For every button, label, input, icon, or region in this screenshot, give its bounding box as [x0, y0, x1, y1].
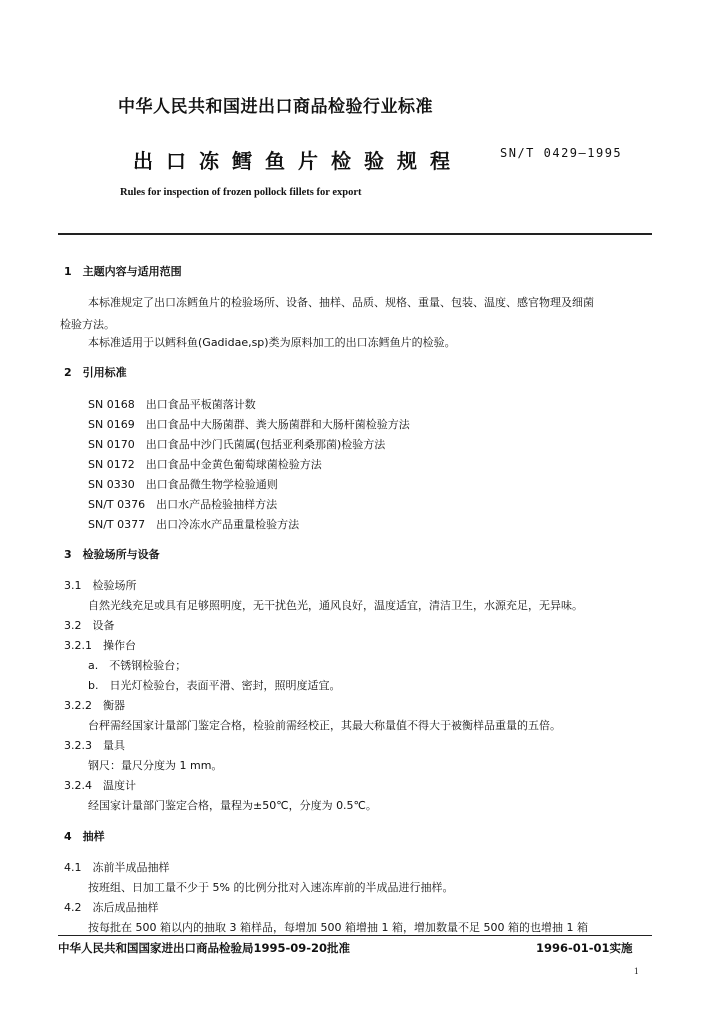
- reference-item: SN 0169 出口食品中大肠菌群、粪大肠菌群和大肠杆菌检验方法: [88, 418, 410, 431]
- clause-4-1-title: 4.1 冻前半成品抽样: [64, 861, 170, 874]
- issuing-org-title: 中华人民共和国进出口商品检验行业标准: [118, 97, 433, 117]
- english-title: Rules for inspection of frozen pollock fillets for export: [120, 187, 362, 198]
- clause-3-2-2-text: 台秤需经国家计量部门鉴定合格，检验前需经校正，其最大称量值不得大于被衡样品重量的五倍。: [88, 719, 561, 732]
- page-number: 1: [634, 966, 639, 976]
- approval-statement: 中华人民共和国国家进出口商品检验局1995-09-20批准: [58, 941, 351, 955]
- clause-3-2-3-text: 钢尺：量尺分度为 1 mm。: [88, 759, 223, 772]
- clause-3-2-title: 3.2 设备: [64, 619, 115, 632]
- document-title: 出口冻鳕鱼片检验规程: [133, 149, 463, 173]
- section-3-title: 3 检验场所与设备: [64, 548, 160, 561]
- section-2-title: 2 引用标准: [64, 366, 127, 379]
- section-4-title: 4 抽样: [64, 830, 105, 843]
- reference-item: SN 0170 出口食品中沙门氏菌属(包括亚利桑那菌)检验方法: [88, 438, 386, 451]
- reference-item: SN/T 0377 出口冷冻水产品重量检验方法: [88, 518, 300, 531]
- clause-3-2-1-item-a: a. 不锈钢检验台；: [88, 659, 187, 672]
- clause-3-2-3-title: 3.2.3 量具: [64, 739, 125, 752]
- clause-4-2-text: 按每批在 500 箱以内的抽取 3 箱样品，每增加 500 箱增抽 1 箱，增加数量不足 500 箱的也增抽 1 箱: [88, 921, 588, 934]
- section-1-title: 1 主题内容与适用范围: [64, 265, 182, 278]
- clause-3-2-2-title: 3.2.2 衡器: [64, 699, 125, 712]
- standard-number: SN/T 0429—1995: [500, 146, 623, 160]
- section-1-paragraph-2: 本标准适用于以鳕科鱼(Gadidae,sp)类为原料加工的出口冻鳕鱼片的检验。: [88, 336, 456, 349]
- clause-4-1-text: 按班组、日加工量不少于 5% 的比例分批对入速冻库前的半成品进行抽样。: [88, 881, 454, 894]
- clause-3-2-4-text: 经国家计量部门鉴定合格，量程为±50℃，分度为 0.5℃。: [88, 799, 377, 812]
- reference-item: SN 0172 出口食品中金黄色葡萄球菌检验方法: [88, 458, 322, 471]
- reference-item: SN 0330 出口食品微生物学检验通则: [88, 478, 278, 491]
- clause-4-2-title: 4.2 冻后成品抽样: [64, 901, 159, 914]
- clause-3-1-title: 3.1 检验场所: [64, 579, 137, 592]
- clause-3-2-1-title: 3.2.1 操作台: [64, 639, 136, 652]
- section-1-paragraph-1b: 检验方法。: [60, 318, 115, 331]
- clause-3-2-4-title: 3.2.4 温度计: [64, 779, 136, 792]
- header-divider: [58, 233, 652, 235]
- clause-3-2-1-item-b: b. 日光灯检验台，表面平滑、密封，照明度适宜。: [88, 679, 341, 692]
- section-1-paragraph-1a: 本标准规定了出口冻鳕鱼片的检验场所、设备、抽样、品质、规格、重量、包装、温度、感官物理及细菌: [88, 296, 594, 309]
- footer-divider: [58, 935, 652, 936]
- reference-item: SN 0168 出口食品平板菌落计数: [88, 398, 256, 411]
- effective-date: 1996-01-01实施: [536, 941, 633, 955]
- clause-3-1-text: 自然光线充足或具有足够照明度，无干扰色光，通风良好，温度适宜，清洁卫生，水源充足，无异味。: [88, 599, 583, 612]
- reference-item: SN/T 0376 出口水产品检验抽样方法: [88, 498, 278, 511]
